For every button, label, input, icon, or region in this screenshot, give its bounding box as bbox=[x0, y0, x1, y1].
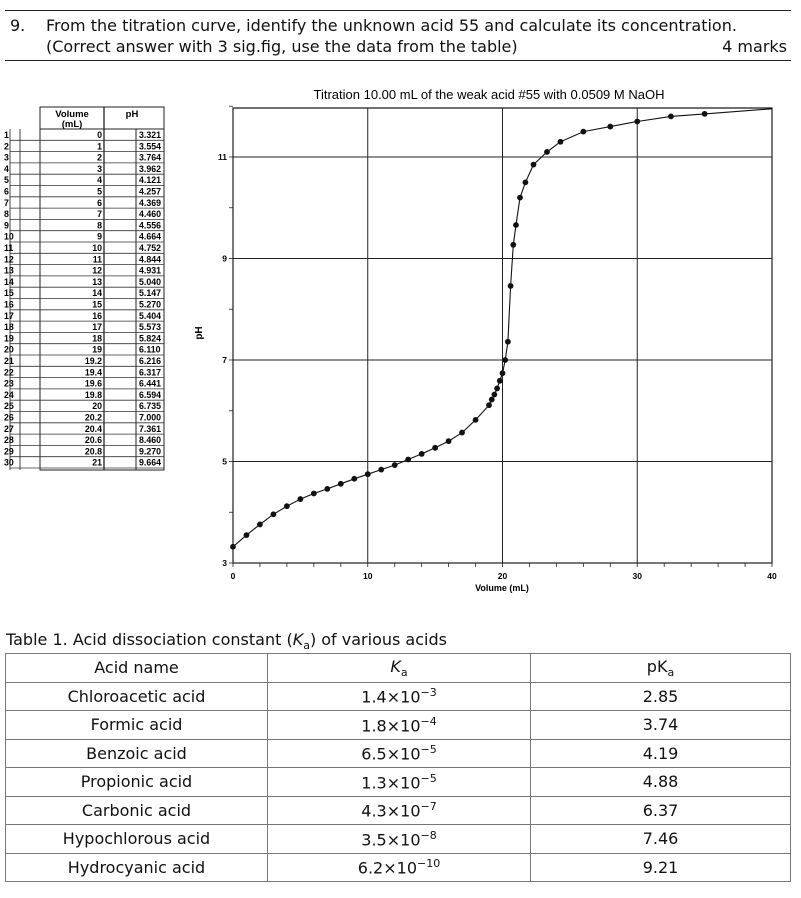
titration-point bbox=[634, 119, 640, 125]
titration-point bbox=[324, 486, 330, 492]
data-table-row-number: 21 bbox=[4, 356, 14, 366]
data-table-ph: 6.216 bbox=[139, 356, 162, 366]
data-table-ph: 3.321 bbox=[139, 130, 162, 140]
data-table-ph: 4.664 bbox=[139, 231, 162, 242]
data-table-volume: 11 bbox=[92, 254, 102, 265]
question-number: 9. bbox=[10, 16, 26, 35]
titration-point bbox=[311, 491, 317, 497]
titration-point bbox=[510, 242, 516, 248]
chart-ticks bbox=[218, 106, 777, 581]
chart-x-tick-label: 10 bbox=[363, 571, 373, 581]
data-table-volume: 4 bbox=[97, 175, 102, 186]
data-table-row-number: 10 bbox=[4, 231, 14, 242]
titration-point bbox=[505, 339, 511, 345]
data-table-ph: 9.664 bbox=[139, 457, 162, 468]
titration-point bbox=[419, 451, 425, 457]
titration-point bbox=[558, 139, 564, 145]
titration-point bbox=[459, 430, 465, 436]
data-table-volume: 20.2 bbox=[84, 412, 102, 423]
data-table-volume: 19.2 bbox=[84, 356, 102, 366]
data-table-row-number: 7 bbox=[4, 197, 9, 208]
data-table-row-number: 8 bbox=[4, 209, 9, 220]
titration-point bbox=[531, 162, 537, 168]
data-table-volume: 18 bbox=[92, 333, 102, 344]
chart-y-tick-label: 7 bbox=[222, 355, 227, 365]
data-table-volume: 1 bbox=[97, 141, 102, 152]
data-table-ph: 5.824 bbox=[139, 333, 162, 344]
data-table-volume: 19.6 bbox=[84, 378, 102, 389]
titration-point bbox=[297, 496, 303, 502]
titration-point bbox=[378, 467, 384, 473]
chart-x-tick-label: 30 bbox=[632, 571, 642, 581]
titration-point bbox=[338, 481, 344, 487]
data-table-volume: 20 bbox=[92, 401, 102, 412]
data-table-ph: 4.257 bbox=[139, 186, 162, 197]
data-table-volume: 3 bbox=[97, 163, 102, 174]
data-table-row-number: 23 bbox=[4, 378, 14, 389]
data-table-row-number: 6 bbox=[4, 186, 9, 197]
data-table-volume: 19 bbox=[92, 344, 102, 355]
data-table-ph: 4.556 bbox=[139, 220, 162, 231]
data-table-rows bbox=[4, 130, 164, 468]
ph-header: pH bbox=[125, 109, 139, 120]
data-table-volume: 13 bbox=[92, 276, 102, 287]
chart-y-tick-label: 11 bbox=[218, 152, 227, 162]
data-table-volume: 8 bbox=[97, 220, 102, 231]
titration-point bbox=[607, 124, 613, 130]
titration-points bbox=[230, 111, 707, 550]
data-table-volume: 0 bbox=[97, 130, 102, 140]
data-table-ph: 5.270 bbox=[139, 299, 162, 310]
data-table-volume: 21 bbox=[92, 457, 102, 468]
titration-point bbox=[668, 114, 674, 120]
titration-point bbox=[502, 357, 508, 363]
data-table-ph: 4.369 bbox=[139, 197, 162, 208]
chart-x-tick-label: 40 bbox=[767, 571, 777, 581]
titration-point bbox=[486, 402, 492, 408]
titration-point bbox=[517, 195, 523, 201]
data-table-row-number: 20 bbox=[4, 344, 14, 355]
data-table-volume: 20.8 bbox=[84, 446, 102, 457]
pka-header: $pK_a$ bbox=[531, 654, 791, 683]
chart-y-tick-label: 5 bbox=[222, 456, 227, 467]
data-table-row-number: 15 bbox=[4, 288, 14, 299]
acid-row: Hydrocyanic acid $6.2\times 10^{-10}$ 9.21 bbox=[6, 853, 791, 882]
acid-name-header: Acid name bbox=[6, 654, 268, 683]
titration-point bbox=[523, 179, 529, 185]
data-table-row-number: 5 bbox=[4, 175, 9, 186]
data-table-ph: 4.121 bbox=[139, 175, 162, 186]
data-table-ph: 4.752 bbox=[139, 243, 162, 253]
data-table-ph: 6.317 bbox=[139, 367, 162, 378]
data-table-row-number: 24 bbox=[4, 389, 14, 400]
acid-row: Hypochlorous acid $3.5\times 10^{-8}$ 7.46 bbox=[6, 825, 791, 854]
titration-point bbox=[497, 378, 503, 384]
acid-row: Benzoic acid $6.5\times 10^{-5}$ 4.19 bbox=[6, 739, 791, 768]
data-table-row-number: 2 bbox=[4, 141, 9, 152]
data-table-ph: 6.110 bbox=[139, 344, 161, 355]
data-table-row-number: 13 bbox=[4, 265, 14, 276]
data-table-ph: 8.460 bbox=[139, 435, 162, 446]
titration-point bbox=[351, 476, 357, 482]
titration-point bbox=[544, 149, 550, 155]
acid-table-caption: Table 1. Acid dissociation constant $(K_a)$ of various acids bbox=[6, 630, 447, 653]
data-table-volume: 17 bbox=[92, 322, 102, 333]
data-table-row-number: 3 bbox=[4, 152, 9, 163]
titration-point bbox=[492, 392, 498, 398]
data-table-volume: 14 bbox=[92, 288, 102, 299]
data-table-volume: 19.8 bbox=[84, 389, 102, 400]
acid-row: Chloroacetic acid $1.4\times 10^{-3}$ 2.85 bbox=[6, 682, 791, 711]
data-table-row-number: 11 bbox=[4, 243, 14, 253]
titration-point bbox=[230, 544, 236, 550]
data-table-volume: 5 bbox=[97, 186, 102, 197]
titration-point bbox=[244, 532, 250, 538]
chart-x-tick-label: 20 bbox=[497, 571, 508, 581]
volume-header: Volume bbox=[55, 109, 89, 120]
chart-y-label: pH bbox=[194, 326, 205, 340]
volume-unit-header: (mL) bbox=[61, 119, 83, 130]
data-table-volume: 7 bbox=[97, 209, 102, 220]
chart-y-tick-label: 3 bbox=[222, 558, 227, 568]
data-table-row-number: 9 bbox=[4, 220, 9, 231]
titration-point bbox=[392, 462, 398, 468]
acid-row: Formic acid $1.8\times 10^{-4}$ 3.74 bbox=[6, 711, 791, 740]
titration-point bbox=[365, 471, 371, 477]
data-table-row-number: 1 bbox=[4, 130, 9, 140]
data-table-row-number: 17 bbox=[4, 310, 14, 321]
data-table-row-number: 4 bbox=[4, 163, 9, 174]
data-table-ph: 4.931 bbox=[139, 265, 162, 276]
data-table-ph: 5.147 bbox=[139, 288, 162, 299]
data-table-ph: 5.404 bbox=[139, 310, 162, 321]
data-table-volume: 20.4 bbox=[84, 423, 102, 434]
question-marks: 4 marks bbox=[722, 37, 787, 56]
data-table-ph: 3.554 bbox=[139, 141, 162, 152]
data-table-row-number: 30 bbox=[4, 457, 14, 468]
data-table-row-number: 14 bbox=[4, 276, 14, 287]
data-table-ph: 5.573 bbox=[139, 322, 162, 333]
question-text: From the titration curve, identify the unknown acid 55 and calculate its concentration. bbox=[46, 16, 737, 35]
data-table-row-number: 12 bbox=[4, 254, 14, 265]
titration-point bbox=[271, 511, 277, 517]
titration-point bbox=[489, 397, 495, 403]
data-table-volume: 19.4 bbox=[84, 367, 102, 378]
acid-table bbox=[5, 653, 791, 882]
acid-table-header bbox=[6, 654, 791, 683]
chart-x-label: Volume (mL) bbox=[475, 583, 529, 593]
titration-point bbox=[432, 445, 438, 451]
acid-row: Carbonic acid $4.3\times 10^{-7}$ 6.37 bbox=[6, 796, 791, 825]
data-table-row-number: 16 bbox=[4, 299, 14, 310]
data-table-volume: 12 bbox=[92, 265, 102, 276]
data-table-row-number: 19 bbox=[4, 333, 14, 344]
data-table-ph: 6.594 bbox=[139, 389, 162, 400]
titration-point bbox=[284, 503, 290, 509]
ka-header: $K_a$ bbox=[268, 654, 531, 683]
titration-point bbox=[473, 417, 479, 423]
data-table-row-number: 22 bbox=[4, 367, 14, 378]
data-table-volume: 2 bbox=[97, 152, 102, 163]
data-table-volume: 20.6 bbox=[84, 435, 102, 446]
chart-y-tick-label: 9 bbox=[222, 253, 227, 264]
data-table-row-number: 26 bbox=[4, 412, 14, 423]
data-table-ph: 6.735 bbox=[139, 401, 162, 412]
titration-point bbox=[702, 111, 708, 117]
data-table-ph: 4.460 bbox=[139, 209, 162, 220]
chart-title: Titration 10.00 mL of the weak acid #55 with 0.0509 M NaOH bbox=[313, 87, 665, 102]
data-table-ph: 7.000 bbox=[139, 412, 162, 423]
data-table-row-number: 28 bbox=[4, 435, 14, 446]
data-table-ph: 4.844 bbox=[139, 254, 162, 265]
chart-x-tick-label: 0 bbox=[230, 571, 236, 581]
data-table-ph: 3.962 bbox=[139, 163, 162, 174]
data-table-row-number: 25 bbox=[4, 401, 14, 412]
data-table-row-number: 18 bbox=[4, 322, 14, 333]
titration-point bbox=[508, 283, 514, 289]
question-instruction: (Correct answer with 3 sig.fig, use the data from the table) bbox=[46, 37, 518, 56]
data-table-ph: 9.270 bbox=[139, 446, 162, 457]
data-table-volume: 16 bbox=[92, 310, 102, 321]
data-table-ph: 7.361 bbox=[139, 423, 162, 434]
titration-point bbox=[257, 522, 263, 528]
data-table-volume: 6 bbox=[97, 197, 102, 208]
data-table-ph: 6.441 bbox=[139, 378, 162, 389]
titration-point bbox=[405, 457, 411, 463]
titration-point bbox=[580, 129, 586, 135]
titration-point bbox=[446, 438, 452, 444]
titration-point bbox=[500, 370, 506, 376]
data-table-row-number: 29 bbox=[4, 446, 14, 457]
data-table-volume: 15 bbox=[92, 299, 102, 310]
data-table-volume: 9 bbox=[97, 231, 102, 242]
data-table-ph: 3.764 bbox=[139, 152, 162, 163]
data-table-ph: 5.040 bbox=[139, 276, 162, 287]
data-table-row-number: 27 bbox=[4, 423, 14, 434]
titration-point bbox=[513, 222, 519, 228]
data-table-volume: 10 bbox=[92, 243, 102, 253]
titration-point bbox=[494, 386, 500, 392]
acid-row: Propionic acid $1.3\times 10^{-5}$ 4.88 bbox=[6, 768, 791, 797]
